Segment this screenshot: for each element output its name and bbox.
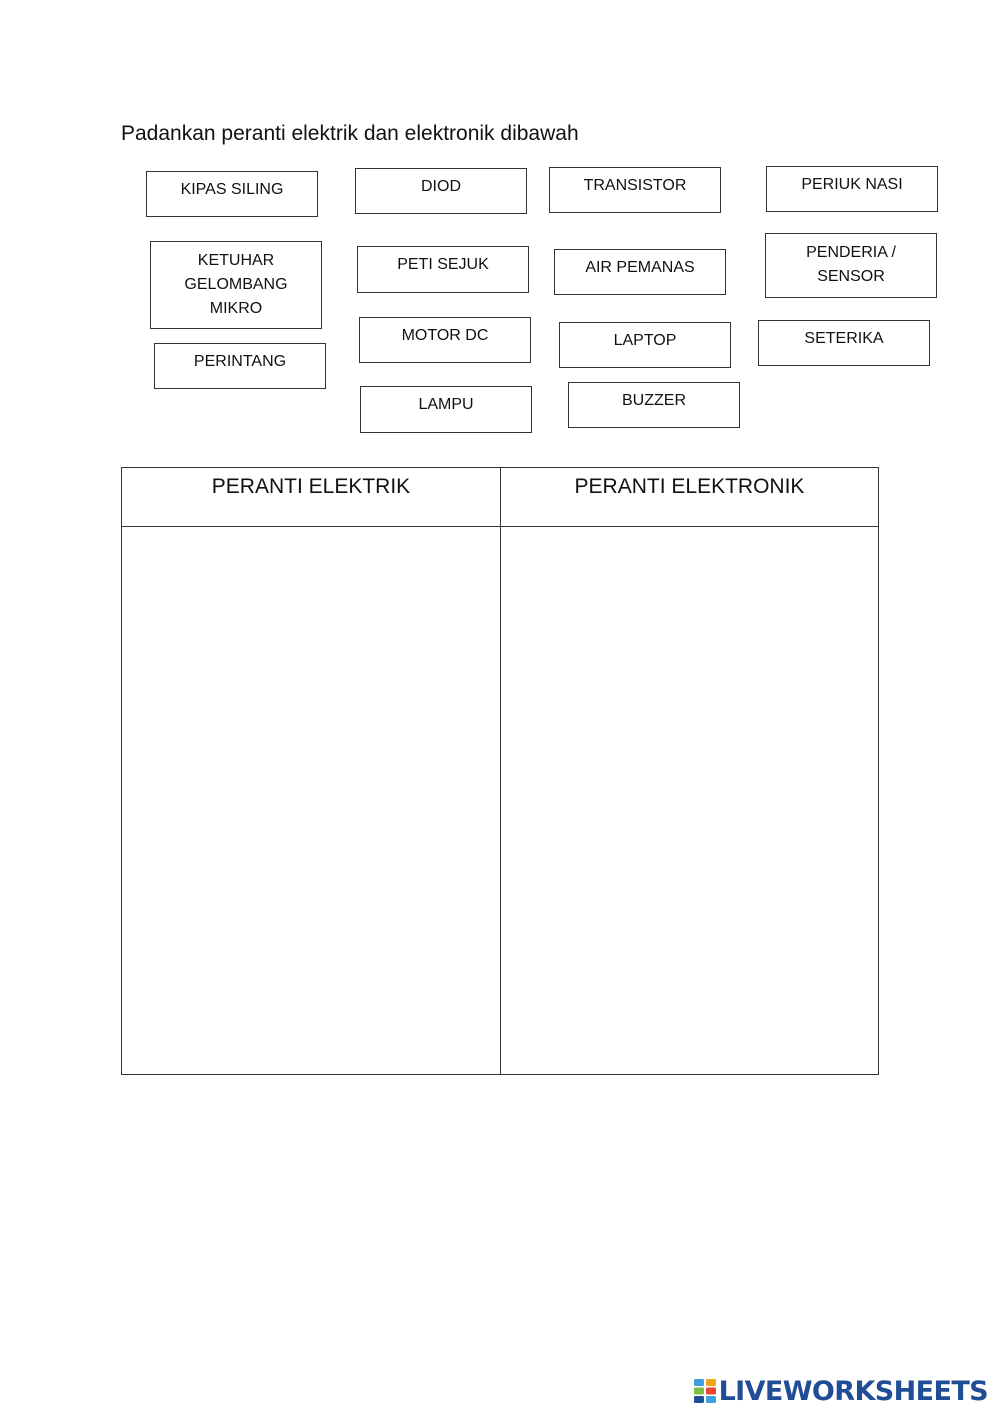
drop-zone-peranti-elektronik[interactable]	[501, 527, 878, 1074]
card-diod[interactable]: DIOD	[355, 168, 527, 214]
header-peranti-elektrik: PERANTI ELEKTRIK	[211, 475, 411, 498]
card-transistor[interactable]: TRANSISTOR	[549, 167, 721, 213]
sorting-table	[121, 467, 879, 1075]
instruction-text: Padankan peranti elektrik dan elektronik dibawah	[121, 122, 579, 145]
card-kipas-siling[interactable]: KIPAS SILING	[146, 171, 318, 217]
card-periuk-nasi[interactable]: PERIUK NASI	[766, 166, 938, 212]
card-ketuhar-gelombang-mikro[interactable]: KETUHAR GELOMBANG MIKRO	[150, 241, 322, 329]
card-perintang[interactable]: PERINTANG	[154, 343, 326, 389]
card-penderia-sensor[interactable]: PENDERIA / SENSOR	[765, 233, 937, 298]
card-seterika[interactable]: SETERIKA	[758, 320, 930, 366]
card-laptop[interactable]: LAPTOP	[559, 322, 731, 368]
liveworksheets-logo	[694, 1374, 988, 1408]
liveworksheets-logo-icon	[694, 1379, 716, 1403]
card-lampu[interactable]: LAMPU	[360, 386, 532, 433]
card-motor-dc[interactable]: MOTOR DC	[359, 317, 531, 363]
card-peti-sejuk[interactable]: PETI SEJUK	[357, 246, 529, 293]
header-peranti-elektronik: PERANTI ELEKTRONIK	[574, 475, 805, 498]
card-air-pemanas[interactable]: AIR PEMANAS	[554, 249, 726, 295]
card-buzzer[interactable]: BUZZER	[568, 382, 740, 428]
brand-name: LIVEWORKSHEETS	[718, 1375, 988, 1407]
drop-zone-peranti-elektrik[interactable]	[122, 527, 500, 1074]
